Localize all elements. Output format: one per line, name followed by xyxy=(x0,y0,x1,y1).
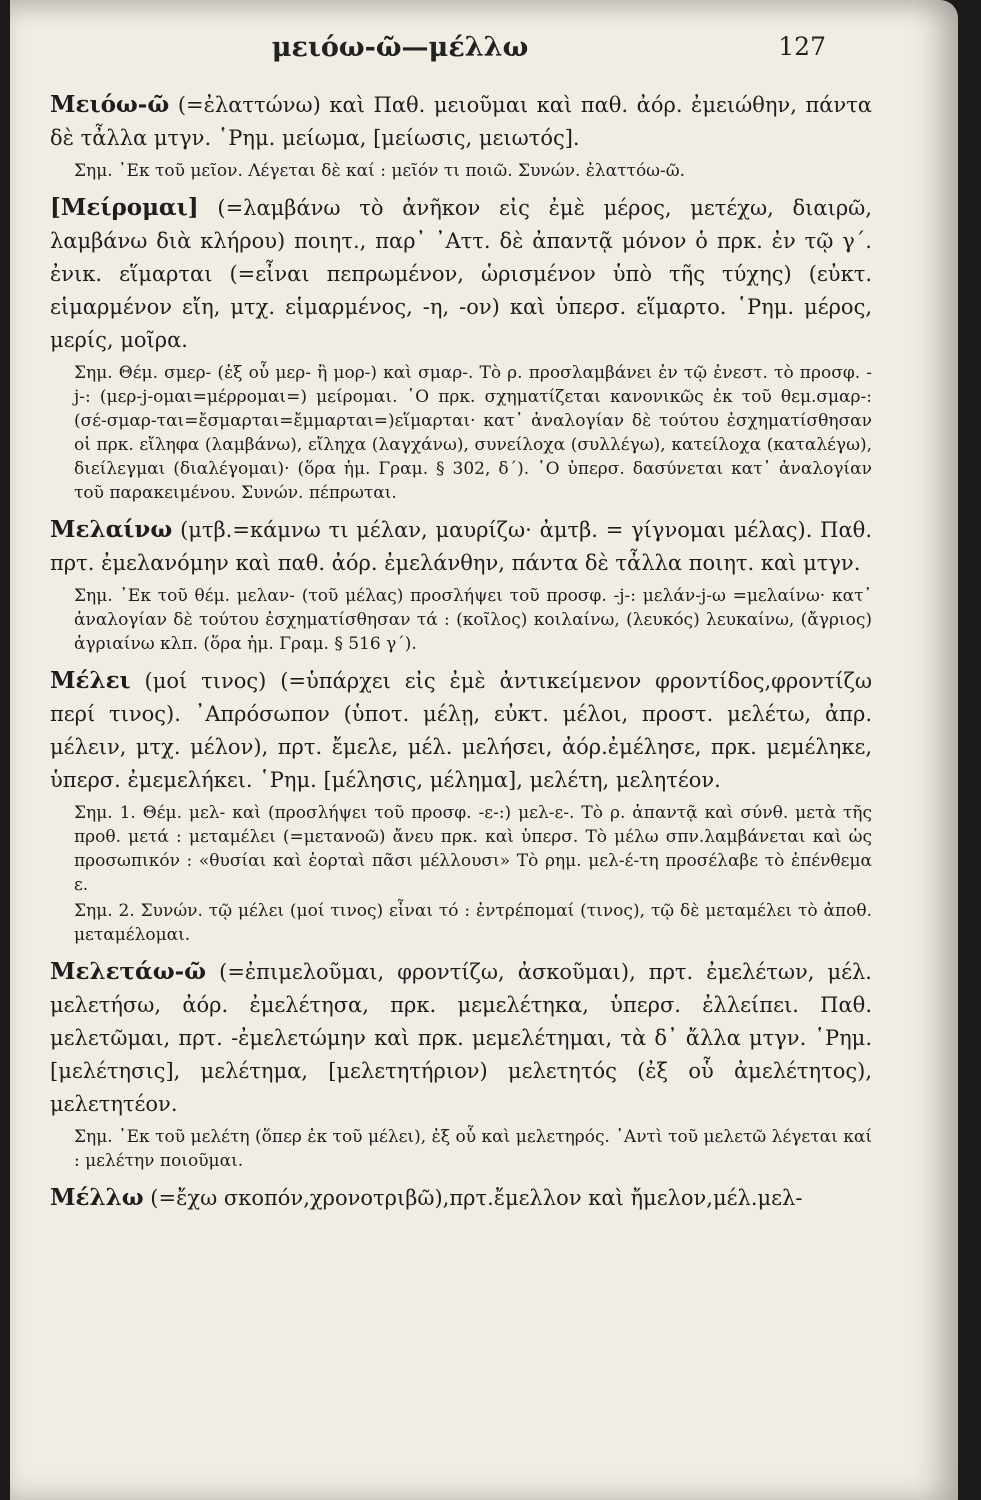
entry-lemma: Μέλει xyxy=(50,667,131,694)
entry-lemma: [Μείρομαι] xyxy=(50,194,199,221)
entry-definition: (=ἐπιμελοῦμαι, φροντίζω, ἀσκοῦμαι), πρτ. ἐμελέτων, μέλ. μελετήσω, ἀόρ. ἐμελέτησα, πρκ. μεμελέτηκα, ὑπερσ. ἐλλείπει. Παθ. μελετῶμαι, πρτ. -ἐμελετώμην καὶ πρκ. μεμελέτημαι, τὰ δ᾿ ἄλλα μτγν. ῾Ρημ. [μελέτησις], μελέτημα, [μελετητήριον) μελετητός (ἐξ οὗ ἀμελέτητος), μελετητέον. xyxy=(50,960,872,1116)
dictionary-content xyxy=(50,88,872,1223)
entry-definition: (μτβ.=κάμνω τι μέλαν, μαυρίζω· ἀμτβ. = γίγνομαι μέλας). Παθ. πρτ. ἐμελανόμην καὶ παθ. ἀόρ. ἐμελάνθην, πάντα δὲ τἆλλα ποιητ. καὶ μτγν. xyxy=(50,518,872,575)
entry-body xyxy=(50,513,872,580)
entry-note: Σημ. ᾿Εκ τοῦ μεῖον. Λέγεται δὲ καί : μεῖόν τι ποιῶ. Συνών. ἐλαττόω-ῶ. xyxy=(74,161,686,181)
entry-lemma: Μελετάω-ῶ xyxy=(50,958,207,985)
running-head: μειόω-ῶ—μέλλω xyxy=(271,32,529,63)
dictionary-entry xyxy=(50,88,872,183)
entry-body xyxy=(50,191,872,357)
entry-definition: (=ἔχω σκοπόν,χρονοτριβῶ),πρτ.ἔμελλον καὶ ἤμελον,μέλ.μελ- xyxy=(150,1186,803,1210)
entry-definition: (=ἐλαττώνω) καὶ Παθ. μειοῦμαι καὶ παθ. ἀόρ. ἐμειώθην, πάντα δὲ τἆλλα μτγν. ῾Ρημ. μείωμα, [μείωσις, μειωτός]. xyxy=(50,93,872,150)
entry-note: Σημ. 2. Συνών. τῷ μέλει (μοί τινος) εἶναι τό : ἐντρέπομαί (τινος), τῷ δὲ μεταμέλει τὸ ἀποθ. μεταμέλομαι. xyxy=(74,901,872,945)
entry-definition: (=λαμβάνω τὸ ἀνῆκον εἰς ἐμὲ μέρος, μετέχω, διαιρῶ, λαμβάνω διὰ κλήρου) ποιητ., παρ᾿ ᾿Αττ. δὲ ἀπαντᾷ μόνον ὁ πρκ. ἐν τῷ γ΄. ἐνικ. εἵμαρται (=εἶναι πεπρωμένον, ὡρισμένον ὑπὸ τῆς τύχης) (εὐκτ. εἱμαρμένον εἴη, μτχ. εἱμαρμένος, -η, -ον) καὶ ὑπερσ. εἵμαρτο. ῾Ρημ. μέρος, μερίς, μοῖρα. xyxy=(50,196,872,352)
dictionary-entry xyxy=(50,955,872,1173)
entry-lemma: Μέλλω xyxy=(50,1184,144,1211)
page-number: 127 xyxy=(778,32,826,61)
entry-definition: (μοί τινος) (=ὑπάρχει εἰς ἐμὲ ἀντικείμενον φροντίδος,φροντίζω περί τινος). ᾿Απρόσωπον (ὑποτ. μέλῃ, εὐκτ. μέλοι, προστ. μελέτω, ἀπρ. μέλειν, μτχ. μέλον), πρτ. ἔμελε, μέλ. μελήσει, ἀόρ.ἐμέλησε, πρκ. μεμέληκε, ὑπερσ. ἐμεμελήκει. ῾Ρημ. [μέλησις, μέλημα], μελέτη, μελητέον. xyxy=(50,669,872,792)
dictionary-entry xyxy=(50,513,872,656)
dictionary-entry xyxy=(50,1181,872,1215)
dictionary-entry xyxy=(50,664,872,947)
page-header xyxy=(10,32,958,72)
entry-note: Σημ. Θέμ. σμερ- (ἐξ οὗ μερ- ἢ μορ-) καὶ σμαρ-. Τὸ ρ. προσλαμβάνει ἐν τῷ ἐνεστ. τὸ προσφ. -j-: (μερ-j-ομαι=μέρρομαι=) μείρομαι. ῾Ο πρκ. σχηματίζεται κανονικῶς ἐκ τοῦ θεμ.σμαρ-: (σέ-σμαρ-ται=ἔσμαρται=ἔμμαρται=)εἵμαρται· κατ᾿ ἀναλογίαν δὲ τούτου ἐσχηματίσθησαν οἱ πρκ. εἴληφα (λαμβάνω), εἴληχα (λαγχάνω), συνείλοχα (συλλέγω), κατείλοχα (καταλέγω), διείλεγμαι (διαλέγομαι)· (ὅρα ἡμ. Γραμ. § 302, δ΄). ῾Ο ὑπερσ. δασύνεται κατ᾿ ἀναλογίαν τοῦ παρακειμένου. Συνών. πέπρωται. xyxy=(74,363,872,503)
entry-note: Σημ. ᾿Εκ τοῦ μελέτη (ὅπερ ἐκ τοῦ μέλει), ἐξ οὗ καὶ μελετηρός. ᾿Αντὶ τοῦ μελετῶ λέγεται καί : μελέτην ποιοῦμαι. xyxy=(74,1127,872,1171)
dictionary-page xyxy=(10,0,958,1500)
entry-notes xyxy=(74,1125,872,1173)
entry-lemma: Μελαίνω xyxy=(50,516,173,543)
entry-body xyxy=(50,664,872,797)
entry-notes xyxy=(74,361,872,505)
dictionary-entry xyxy=(50,191,872,505)
entry-notes xyxy=(74,159,872,183)
entry-lemma: Μειόω-ῶ xyxy=(50,91,170,118)
entry-note: Σημ. ᾿Εκ τοῦ θέμ. μελαν- (τοῦ μέλας) προσλήψει τοῦ προσφ. -j-: μελάν-j-ω =μελαίνω· κατ᾿ ἀναλογίαν δὲ τούτου ἐσχηματίσθησαν τά : (κοῖλος) κοιλαίνω, (λευκός) λευκαίνω, (ἄγριος) ἀγριαίνω κλπ. (ὅρα ἡμ. Γραμ. § 516 γ΄). xyxy=(74,586,872,654)
entry-body xyxy=(50,1181,872,1215)
entry-body xyxy=(50,88,872,155)
entry-body xyxy=(50,955,872,1121)
entry-notes xyxy=(74,801,872,947)
entry-notes xyxy=(74,584,872,656)
entry-note: Σημ. 1. Θέμ. μελ- καὶ (προσλήψει τοῦ προσφ. -ε-:) μελ-ε-. Τὸ ρ. ἀπαντᾷ καὶ σύνθ. μετὰ τῆς προθ. μετά : μεταμέλει (=μετανοῶ) ἄνευ πρκ. καὶ ὑπερσ. Τὸ μέλω σπν.λαμβάνεται καὶ ὡς προσωπικόν : «θυσίαι καὶ ἑορταὶ πᾶσι μέλλουσι» Τὸ ρημ. μελ-έ-τη προσέλαβε τὸ ἐπένθεμα ε. xyxy=(74,803,872,895)
